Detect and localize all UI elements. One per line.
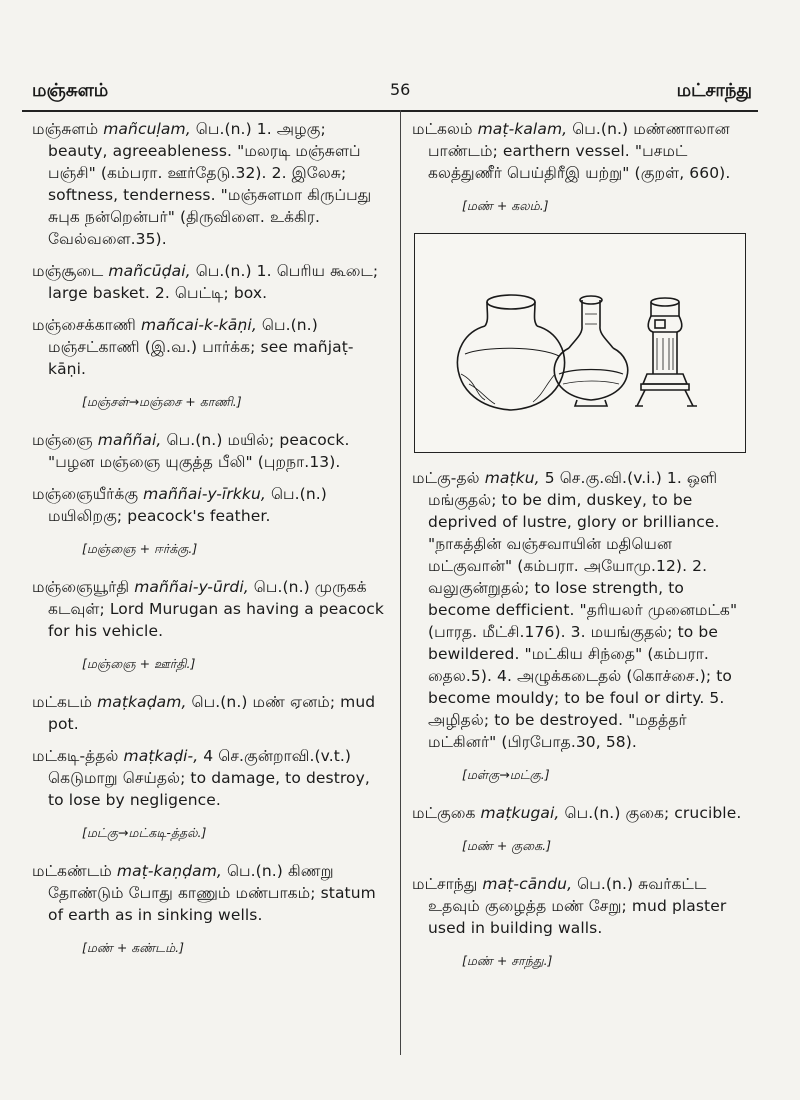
lamp-pot-icon: [635, 298, 697, 406]
entry-definition: பெ.(n.) மண் ஏனம்; mud pot.: [48, 693, 376, 733]
entry-definition: பெ.(n.) முருகக் கடவுள்; Lord Murugan as having a peacock for his vehicle.: [48, 578, 384, 640]
entry-transliteration: mañcai-k-kāṇi,: [141, 316, 257, 334]
entry-transliteration: mañcuḷam,: [103, 120, 191, 138]
dictionary-entry: [32, 860, 390, 926]
dictionary-entry: [32, 260, 390, 304]
etymology-note: [மண் + சாந்து.]: [462, 953, 553, 968]
right-column: [412, 118, 748, 988]
entry-headword: மஞ்ஞை: [32, 431, 93, 449]
entry-definition: 5 செ.கு.வி.(v.i.) 1. ஒளி மங்குதல்; to be dim, duskey, to be deprived of lustre, glory or brilliance. "நாகத்தின் வஞ்சவாயின் மதியென மட்குவான்" (கம்பரா. அயோமு.12). 2. வலுகுன்றுதல்; to lose strength, to become defficient. "தரியலர் முனைமட்க" (பாரத. மீட்சி.176). 3. மயங்குதல்; to be bewildered. "மட்கிய சிந்தை" (கம்பரா. தைல.5). 4. அழுக்கடைதல் (கொச்சை.); to become mouldy; to be foul or dirty. 5. அழிதல்; to be destroyed. "மதத்தர் மட்கினர்" (பிரபோத.30, 58).: [428, 469, 738, 751]
etymology-note: [மஞ்ஞை + ஊர்தி.]: [82, 656, 196, 671]
entry-definition: பெ.(n.) குகை; crucible.: [564, 804, 742, 822]
entry-transliteration: maññai-y-ūrdi,: [134, 578, 249, 596]
entry-transliteration: maññai,: [97, 431, 162, 449]
entry-definition: 4 செ.குன்றாவி.(v.t.) கெடுமாறு செய்தல்; to damage, to destroy, to lose by negligence.: [48, 747, 370, 809]
entry-headword: மஞ்சூடை: [32, 262, 104, 280]
entry-transliteration: maṭ-cāndu,: [482, 875, 573, 893]
dictionary-entry: [32, 691, 390, 735]
entry-transliteration: maṭ-kaṇḍam,: [116, 862, 222, 880]
header-rule: [22, 110, 758, 112]
entry-headword: மஞ்ஞையீர்க்கு: [32, 485, 139, 503]
dictionary-entry: [32, 745, 390, 811]
entry-headword: மஞ்சைக்காணி: [32, 316, 136, 334]
entry-transliteration: maṭ-kalam,: [477, 120, 568, 138]
column-divider: [400, 110, 401, 1055]
entry-definition: பெ.(n.) மயிலிறகு; peacock's feather.: [48, 485, 327, 525]
entry-headword: மட்சாந்து: [412, 875, 478, 893]
entry-definition: பெ.(n.) மண்ணாலான பாண்டம்; earthern vessel. "பசமட் கலத்துணீர் பெய்திரீஇ யற்று" (குறள், 660).: [428, 120, 731, 182]
entry-headword: மட்கடி-த்தல்: [32, 747, 119, 765]
etymology-note: [மட்கு→மட்கடி-த்தல்.]: [82, 825, 207, 840]
entry-headword: மட்கண்டம்: [32, 862, 112, 880]
entry-headword: மட்கடம்: [32, 693, 93, 711]
earthen-vessels-illustration: [414, 233, 746, 453]
right-guide-word: மட்சாந்து: [676, 80, 752, 101]
etymology-note: [மண் + குகை.]: [462, 838, 551, 853]
dictionary-entry: [32, 576, 390, 642]
dictionary-entry: [412, 118, 748, 184]
page-number: 56: [390, 80, 411, 99]
entry-transliteration: maṭkugai,: [480, 804, 560, 822]
entry-transliteration: maṭku,: [484, 469, 540, 487]
entry-transliteration: mañcūḍai,: [108, 262, 191, 280]
dictionary-entry: [412, 873, 748, 939]
etymology-note: [மண் + கலம்.]: [462, 198, 549, 213]
round-pot-icon: [457, 295, 564, 410]
entry-transliteration: maṭkaḍi-,: [123, 747, 199, 765]
entry-definition: பெ.(n.) 1. பெரிய கூடை; large basket. 2. பெட்டி; box.: [48, 262, 379, 302]
entry-definition: பெ.(n.) மஞ்சட்காணி (இ.வ.) பார்க்க; see mañjaṭ-kāṇi.: [48, 316, 354, 378]
dictionary-entry: [412, 802, 748, 824]
entry-definition: பெ.(n.) மயில்; peacock. "பழன மஞ்ஞை யுகுத்த பீலி" (புறநா.13).: [48, 431, 350, 471]
entry-transliteration: maṭkaḍam,: [97, 693, 187, 711]
left-column: [32, 118, 390, 975]
dictionary-entry: [412, 467, 748, 753]
entry-headword: மஞ்ஞையூர்தி: [32, 578, 130, 596]
entry-definition: பெ.(n.) சுவர்கட்ட உதவும் குழைத்த மண் சேறு; mud plaster used in building walls.: [428, 875, 727, 937]
entry-headword: மட்கு-தல்: [412, 469, 480, 487]
page-header: [32, 80, 752, 108]
dictionary-entry: [32, 314, 390, 380]
clay-pots-drawing: [415, 234, 745, 452]
dictionary-entry: [32, 483, 390, 527]
entry-definition: பெ.(n.) கிணறு தோண்டும் போது காணும் மண்பாகம்; statum of earth as in sinking wells.: [48, 862, 376, 924]
entry-definition: பெ.(n.) 1. அழகு; beauty, agreeableness. "மலரடி மஞ்சுளப் பஞ்சி" (கம்பரா. ஊர்தேடு.32). 2. இலேசு; softness, tenderness. "மஞ்சுளமா கிருப்பது சுபுக நன்றென்பர்" (திருவிளை. உக்கிர. வேல்வளை.35).: [48, 120, 372, 248]
entry-headword: மஞ்சுளம்: [32, 120, 99, 138]
etymology-note: [மள்கு→மட்கு.]: [462, 767, 550, 782]
left-guide-word: மஞ்சுளம்: [32, 80, 109, 101]
etymology-note: [மண் + கண்டம்.]: [82, 940, 185, 955]
entry-headword: மட்கலம்: [412, 120, 473, 138]
vase-icon: [554, 296, 627, 406]
dictionary-entry: [32, 118, 390, 250]
entry-transliteration: maññai-y-īrkku,: [143, 485, 266, 503]
entry-headword: மட்குகை: [412, 804, 476, 822]
etymology-note: [மஞ்சள்→மஞ்சை + காணி.]: [82, 394, 242, 409]
dictionary-entry: [32, 429, 390, 473]
etymology-note: [மஞ்ஞை + ஈர்க்கு.]: [82, 541, 198, 556]
